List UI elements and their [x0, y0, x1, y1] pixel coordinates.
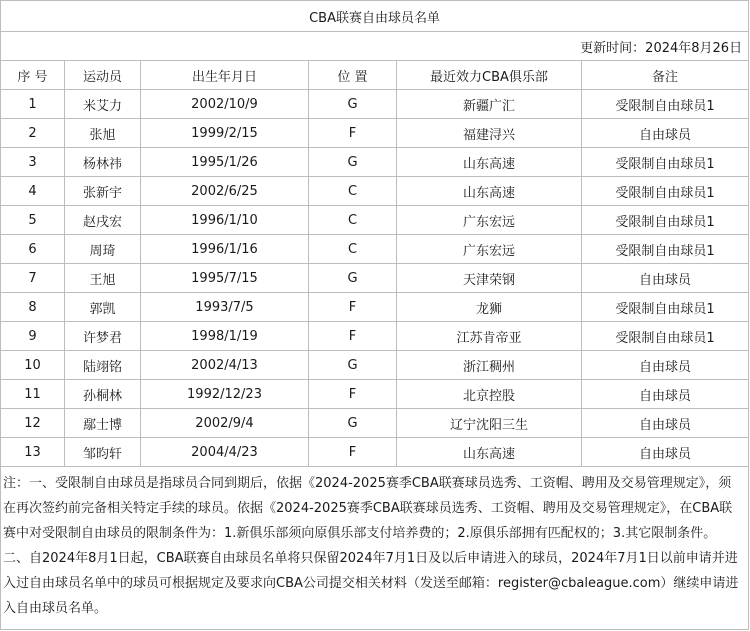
column-header-club: 最近效力CBA俱乐部: [397, 61, 582, 90]
column-header-index: 序 号: [1, 61, 65, 90]
table-row: [1, 148, 749, 177]
update-row: [1, 32, 749, 61]
table-row: [1, 206, 749, 235]
cell-birthdate: 1992/12/23: [141, 380, 309, 409]
cell-position: F: [309, 293, 397, 322]
notes-row: [1, 467, 749, 630]
cell-player: 张新宇: [65, 177, 141, 206]
table-body: [1, 90, 749, 467]
cell-club: 江苏肯帝亚: [397, 322, 582, 351]
cell-index: 2: [1, 119, 65, 148]
cell-club: 天津荣钢: [397, 264, 582, 293]
cell-position: G: [309, 351, 397, 380]
table-row: [1, 409, 749, 438]
cell-club: 广东宏远: [397, 235, 582, 264]
cell-index: 3: [1, 148, 65, 177]
cell-player: 王旭: [65, 264, 141, 293]
table-row: [1, 119, 749, 148]
cell-player: 郭凯: [65, 293, 141, 322]
cell-index: 13: [1, 438, 65, 467]
cell-position: C: [309, 235, 397, 264]
cell-player: 杨林祎: [65, 148, 141, 177]
cell-remark: 受限制自由球员1: [582, 206, 749, 235]
table-row: [1, 380, 749, 409]
cell-club: 北京控股: [397, 380, 582, 409]
cell-index: 9: [1, 322, 65, 351]
cell-player: 鄢士博: [65, 409, 141, 438]
table-row: [1, 90, 749, 119]
cell-player: 周琦: [65, 235, 141, 264]
cell-birthdate: 1995/1/26: [141, 148, 309, 177]
cell-player: 许梦君: [65, 322, 141, 351]
cell-club: 广东宏远: [397, 206, 582, 235]
cell-index: 6: [1, 235, 65, 264]
cell-position: G: [309, 409, 397, 438]
cell-remark: 自由球员: [582, 264, 749, 293]
cell-index: 11: [1, 380, 65, 409]
cell-birthdate: 2004/4/23: [141, 438, 309, 467]
note-list-policy: 二、自2024年8月1日起，CBA联赛自由球员名单将只保留2024年7月1日及以后申请进入的球员，2024年7月1日以前申请并进入过自由球员名单中的球员可根据规定及要求向CBA公司提交相关材料（发送至邮箱：register@cbaleague.com）继续申请进入自由球员名单。: [3, 551, 739, 616]
cell-remark: 自由球员: [582, 351, 749, 380]
cell-index: 7: [1, 264, 65, 293]
cell-birthdate: 1998/1/19: [141, 322, 309, 351]
cell-club: 山东高速: [397, 148, 582, 177]
table-row: [1, 293, 749, 322]
cell-birthdate: 1996/1/16: [141, 235, 309, 264]
cell-birthdate: 1999/2/15: [141, 119, 309, 148]
cell-position: F: [309, 438, 397, 467]
table-row: [1, 438, 749, 467]
cell-birthdate: 2002/4/13: [141, 351, 309, 380]
table-title: CBA联赛自由球员名单: [1, 1, 749, 32]
cell-remark: 受限制自由球员1: [582, 322, 749, 351]
table-row: [1, 177, 749, 206]
cell-position: F: [309, 380, 397, 409]
table-row: [1, 235, 749, 264]
column-header-birthdate: 出生年月日: [141, 61, 309, 90]
column-header-position: 位 置: [309, 61, 397, 90]
cell-player: 赵戌宏: [65, 206, 141, 235]
cell-club: 福建浔兴: [397, 119, 582, 148]
cell-index: 12: [1, 409, 65, 438]
cell-club: 新疆广汇: [397, 90, 582, 119]
cell-remark: 受限制自由球员1: [582, 293, 749, 322]
cell-remark: 自由球员: [582, 119, 749, 148]
cell-remark: 受限制自由球员1: [582, 148, 749, 177]
cell-remark: 受限制自由球员1: [582, 235, 749, 264]
cell-remark: 自由球员: [582, 409, 749, 438]
cell-birthdate: 2002/6/25: [141, 177, 309, 206]
cell-player: 邹昀轩: [65, 438, 141, 467]
cell-position: F: [309, 119, 397, 148]
cell-player: 张旭: [65, 119, 141, 148]
cell-remark: 受限制自由球员1: [582, 90, 749, 119]
cell-remark: 受限制自由球员1: [582, 177, 749, 206]
cell-club: 山东高速: [397, 438, 582, 467]
cell-index: 8: [1, 293, 65, 322]
cell-position: C: [309, 177, 397, 206]
cell-club: 辽宁沈阳三生: [397, 409, 582, 438]
cell-birthdate: 1993/7/5: [141, 293, 309, 322]
table-row: [1, 351, 749, 380]
cell-birthdate: 1995/7/15: [141, 264, 309, 293]
cell-index: 5: [1, 206, 65, 235]
cell-position: C: [309, 206, 397, 235]
cell-club: 龙狮: [397, 293, 582, 322]
cell-index: 4: [1, 177, 65, 206]
column-header-remark: 备注: [582, 61, 749, 90]
cell-position: G: [309, 90, 397, 119]
header-row: [1, 61, 749, 90]
cell-index: 1: [1, 90, 65, 119]
cell-club: 山东高速: [397, 177, 582, 206]
cell-remark: 自由球员: [582, 438, 749, 467]
cell-index: 10: [1, 351, 65, 380]
title-row: [1, 1, 749, 32]
table-row: [1, 264, 749, 293]
cell-player: 米艾力: [65, 90, 141, 119]
note-restricted-definition: 注：一、受限制自由球员是指球员合同到期后，依据《2024-2025赛季CBA联赛球员选秀、工资帽、聘用及交易管理规定》，须在再次签约前完备相关特定手续的球员。依据《2024-2025赛季CBA联赛球员选秀、工资帽、聘用及交易管理规定》，在CBA联赛中对受限制自由球员的限制条件为：1.新俱乐部须向原俱乐部支付培养费的；2.原俱乐部拥有匹配权的；3.其它限制条件。: [3, 476, 733, 541]
cell-position: F: [309, 322, 397, 351]
table-row: [1, 322, 749, 351]
update-time: 更新时间：2024年8月26日: [1, 32, 749, 61]
cell-birthdate: 2002/9/4: [141, 409, 309, 438]
cell-club: 浙江稠州: [397, 351, 582, 380]
cell-player: 孙桐林: [65, 380, 141, 409]
cell-birthdate: 1996/1/10: [141, 206, 309, 235]
cell-position: G: [309, 264, 397, 293]
column-header-player: 运动员: [65, 61, 141, 90]
cell-player: 陆翊铭: [65, 351, 141, 380]
cell-position: G: [309, 148, 397, 177]
cell-remark: 自由球员: [582, 380, 749, 409]
cell-birthdate: 2002/10/9: [141, 90, 309, 119]
notes-cell: [1, 467, 749, 630]
